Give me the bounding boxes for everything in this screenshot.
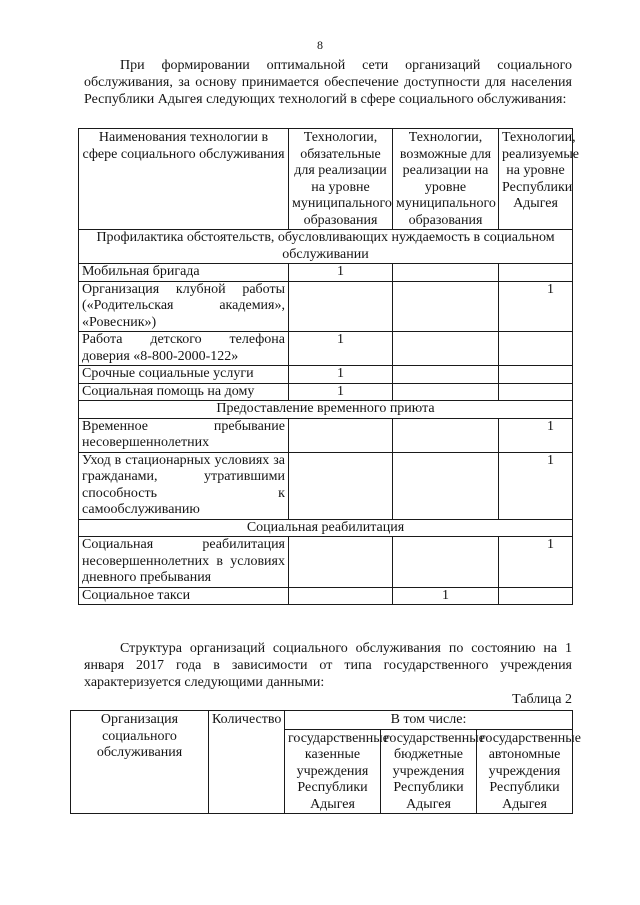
section-title: Профилактика обстоятельств, обусловливающих нуждаемость в социальном обслуживании <box>79 230 573 264</box>
header-state-budget: государственные бюджетные учреждения Республики Адыгея <box>381 729 477 814</box>
table-row <box>79 452 573 519</box>
technology-name: Срочные социальные услуги <box>79 366 289 384</box>
technology-name: Организация клубной работы («Родительская академия», «Ровесник») <box>79 281 289 332</box>
republic-value: 1 <box>499 418 573 452</box>
table-row <box>79 281 573 332</box>
republic-value: 1 <box>499 281 573 332</box>
municipal-possible-value <box>393 366 499 384</box>
technology-name: Мобильная бригада <box>79 264 289 282</box>
republic-value <box>499 264 573 282</box>
section-title: Предоставление временного приюта <box>79 401 573 419</box>
technology-name: Социальное такси <box>79 587 289 605</box>
municipal-possible-value: 1 <box>393 587 499 605</box>
municipal-required-value <box>289 452 393 519</box>
technology-name: Работа детского телефона доверия «8-800-2000-122» <box>79 332 289 366</box>
municipal-possible-value <box>393 264 499 282</box>
header-municipal-required: Технологии, обязательные для реализации на уровне муниципального образования <box>289 129 393 230</box>
republic-value <box>499 332 573 366</box>
republic-value <box>499 366 573 384</box>
technologies-table <box>78 128 579 605</box>
section-row <box>79 230 573 264</box>
page-number: 8 <box>317 38 323 52</box>
table-row <box>79 366 573 384</box>
table-row <box>79 383 573 401</box>
table-row <box>79 332 573 366</box>
structure-text: Структура организаций социального обслуживания по состоянию на 1 января 2017 года в зависимости от типа государственного учреждения характеризуется следующими данными: <box>84 641 572 690</box>
header-state-autonomous: государственные автономные учреждения Республики Адыгея <box>477 729 573 814</box>
municipal-required-value <box>289 587 393 605</box>
table-caption: Таблица 2 <box>512 692 572 707</box>
section-row <box>79 519 573 537</box>
structure-table <box>70 710 581 814</box>
municipal-possible-value <box>393 452 499 519</box>
intro-paragraph <box>84 57 572 108</box>
section-row <box>79 401 573 419</box>
technology-name: Социальная реабилитация несовершеннолетних в условиях дневного пребывания <box>79 537 289 588</box>
republic-value: 1 <box>499 537 573 588</box>
republic-value: 1 <box>499 452 573 519</box>
table-row <box>79 264 573 282</box>
header-organization: Организация социального обслуживания <box>71 711 209 814</box>
republic-value <box>499 383 573 401</box>
table-row <box>79 587 573 605</box>
technology-name: Уход в стационарных условиях за гражданами, утратившими способность к самообслуживанию <box>79 452 289 519</box>
header-count: Количество <box>209 711 285 814</box>
table-row <box>79 418 573 452</box>
header-state-treasury: государственные казенные учреждения Республики Адыгея <box>285 729 381 814</box>
municipal-required-value: 1 <box>289 383 393 401</box>
municipal-required-value <box>289 281 393 332</box>
municipal-required-value <box>289 418 393 452</box>
municipal-possible-value <box>393 418 499 452</box>
header-republic: Технологии, реализуемые на уровне Республики Адыгея <box>499 129 573 230</box>
municipal-possible-value <box>393 332 499 366</box>
header-technology-name: Наименования технологии в сфере социального обслуживания <box>79 129 289 230</box>
header-including: В том числе: <box>285 711 573 730</box>
table-header-row <box>79 129 573 230</box>
structure-paragraph <box>84 640 572 691</box>
municipal-possible-value <box>393 383 499 401</box>
intro-text: При формировании оптимальной сети организаций социального обслуживания, за основу принимается обеспечение доступности для населения Республики Адыгея следующих технологий в сфере социального обслуживания: <box>84 58 572 107</box>
municipal-possible-value <box>393 537 499 588</box>
table-row <box>79 537 573 588</box>
municipal-possible-value <box>393 281 499 332</box>
table-header-row <box>71 711 573 730</box>
municipal-required-value: 1 <box>289 332 393 366</box>
republic-value <box>499 587 573 605</box>
section-title: Социальная реабилитация <box>79 519 573 537</box>
municipal-required-value: 1 <box>289 366 393 384</box>
technology-name: Социальная помощь на дому <box>79 383 289 401</box>
municipal-required-value <box>289 537 393 588</box>
technology-name: Временное пребывание несовершеннолетних <box>79 418 289 452</box>
header-municipal-possible: Технологии, возможные для реализации на уровне муниципального образования <box>393 129 499 230</box>
municipal-required-value: 1 <box>289 264 393 282</box>
